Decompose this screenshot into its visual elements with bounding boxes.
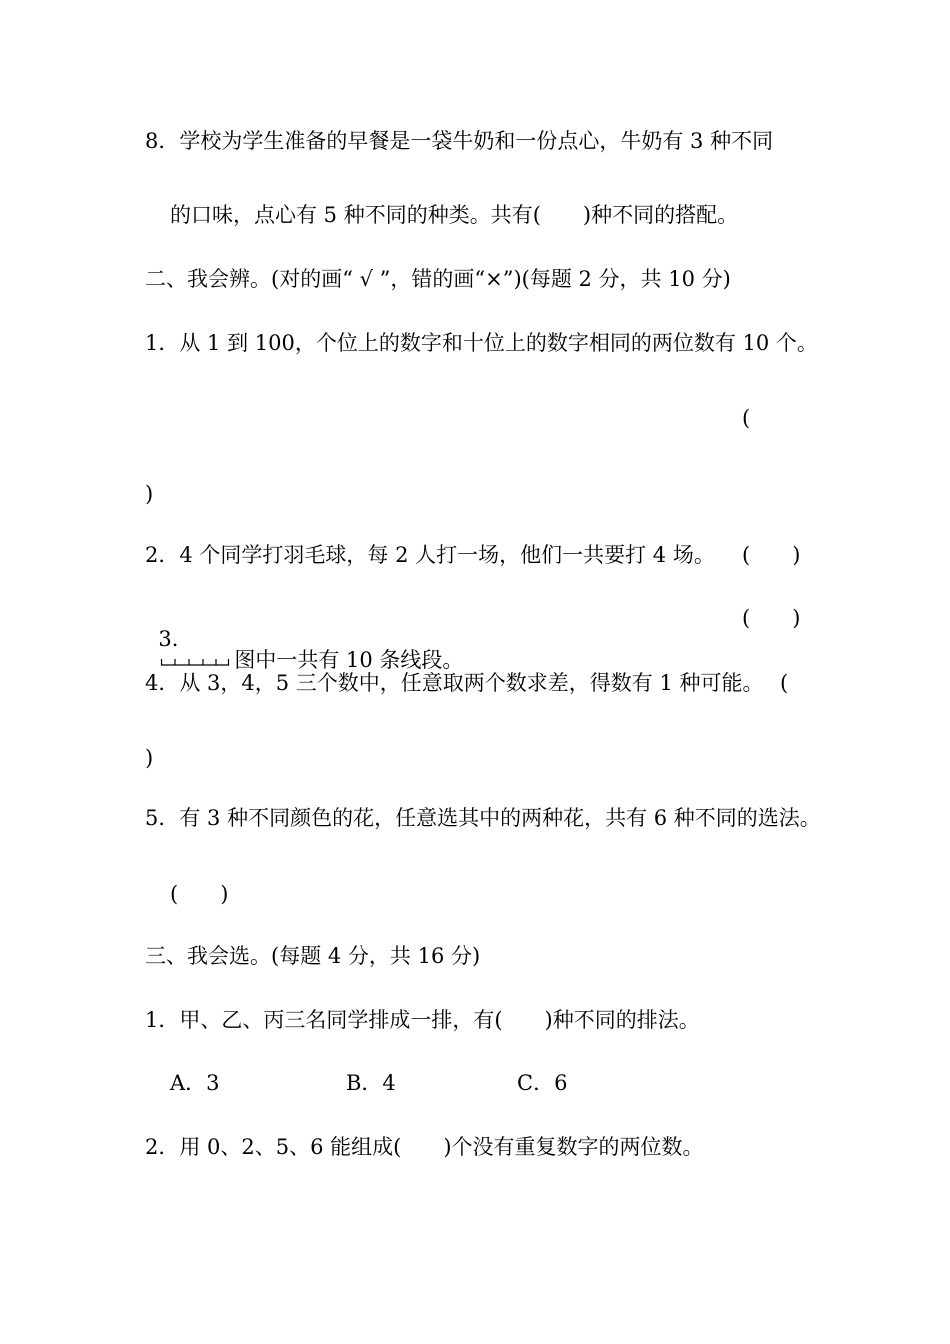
- section-2-heading: 二、我会辨。(对的画“ √ ”，错的画“×”)(每题 2 分，共 10 分): [145, 267, 731, 291]
- section-2-question-3-number: 3.: [158, 627, 179, 651]
- section-2-question-5-bracket: ( ): [170, 882, 229, 906]
- section-3-question-2: 2．用 0、2、5、6 能组成( )个没有重复数字的两位数。: [145, 1135, 704, 1159]
- question-8-line-1: 8．学校为学生准备的早餐是一袋牛奶和一份点心，牛奶有 3 种不同: [145, 129, 774, 153]
- section-2-question-2-bracket: ( ): [742, 543, 801, 567]
- line-segment-figure: [160, 653, 230, 667]
- section-2-question-1-bracket-open: (: [742, 406, 751, 430]
- section-2-question-2: 2．4 个同学打羽毛球，每 2 人打一场，他们一共要打 4 场。: [145, 543, 715, 567]
- section-3-question-1-option-a: A．3: [170, 1071, 220, 1095]
- section-2-question-4: 4．从 3，4，5 三个数中，任意取两个数求差，得数有 1 种可能。: [145, 671, 764, 695]
- question-8-line-2: 的口味，点心有 5 种不同的种类。共有( )种不同的搭配。: [170, 203, 739, 227]
- section-2-question-3-text: 图中一共有 10 条线段。: [234, 648, 464, 672]
- section-2-question-1-bracket-close: ): [145, 482, 154, 506]
- section-3-question-1-option-c: C．6: [517, 1071, 568, 1095]
- section-2-question-3-bracket: ( ): [742, 606, 801, 630]
- section-2-question-5: 5．有 3 种不同颜色的花，任意选其中的两种花，共有 6 种不同的选法。: [145, 806, 821, 830]
- section-2-question-1: 1．从 1 到 100，个位上的数字和十位上的数字相同的两位数有 10 个。: [145, 331, 818, 355]
- section-2-question-4-bracket-open: (: [780, 671, 789, 695]
- section-3-question-1: 1．甲、乙、丙三名同学排成一排，有( )种不同的排法。: [145, 1008, 700, 1032]
- section-3-question-1-option-b: B．4: [346, 1071, 396, 1095]
- section-3-heading: 三、我会选。(每题 4 分，共 16 分): [145, 944, 481, 968]
- section-2-question-3: [145, 608, 463, 671]
- section-2-question-4-bracket-close: ): [145, 746, 154, 770]
